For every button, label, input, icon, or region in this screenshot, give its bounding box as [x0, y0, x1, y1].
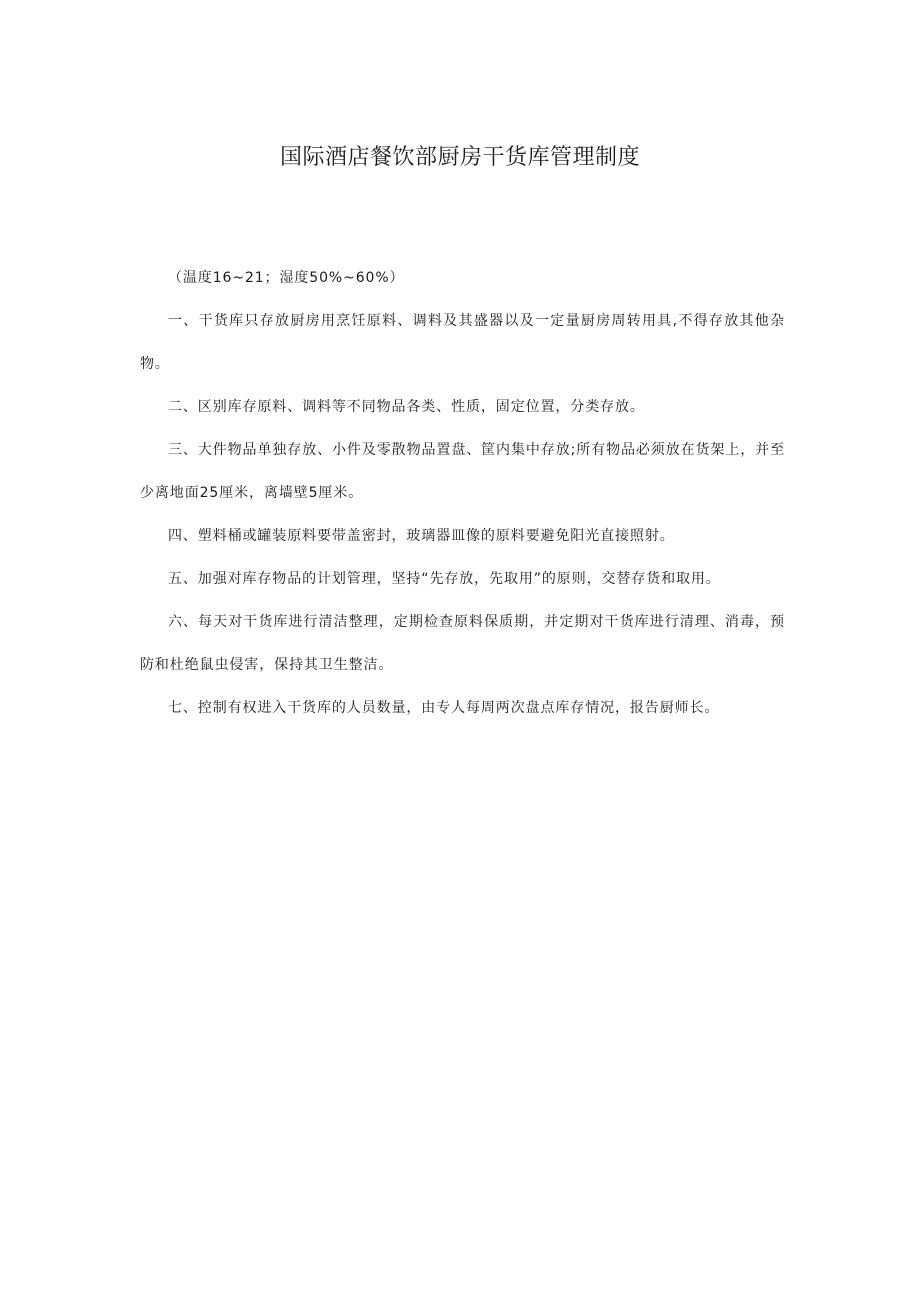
paragraph-rule-4: 四、塑料桶或罐装原料要带盖密封，玻璃器皿像的原料要避免阳光直接照射。 [168, 528, 675, 544]
document-body [140, 257, 785, 730]
paragraph-rule-2: 二、区别库存原料、调料等不同物品各类、性质，固定位置，分类存放。 [168, 399, 645, 415]
paragraph-rule-7: 七、控制有权进入干货库的人员数量，由专人每周两次盘点库存情况，报告厨师长。 [168, 700, 720, 716]
document-title: 国际酒店餐饮部厨房干货库管理制度 [279, 145, 640, 170]
paragraph-rule-3: 三、大件物品单独存放、小件及零散物品置盘、筐内集中存放;所有物品必须放在货架上，并至少离地面25厘米，离墙壁5厘米。 [140, 442, 785, 501]
paragraph-rule-6: 六、每天对干货库进行清洁整理，定期检查原料保质期，并定期对干货库进行清理、消毒，预防和杜绝鼠虫侵害，保持其卫生整洁。 [140, 614, 785, 673]
paragraph-rule-1: 一、干货库只存放厨房用烹饪原料、调料及其盛器以及一定量厨房周转用具,不得存放其他杂物。 [140, 313, 785, 372]
paragraph-conditions: （温度16~21；湿度50%~60%） [168, 270, 405, 286]
paragraph-rule-5: 五、加强对库存物品的计划管理，坚持“先存放，先取用”的原则，交替存货和取用。 [168, 571, 721, 587]
